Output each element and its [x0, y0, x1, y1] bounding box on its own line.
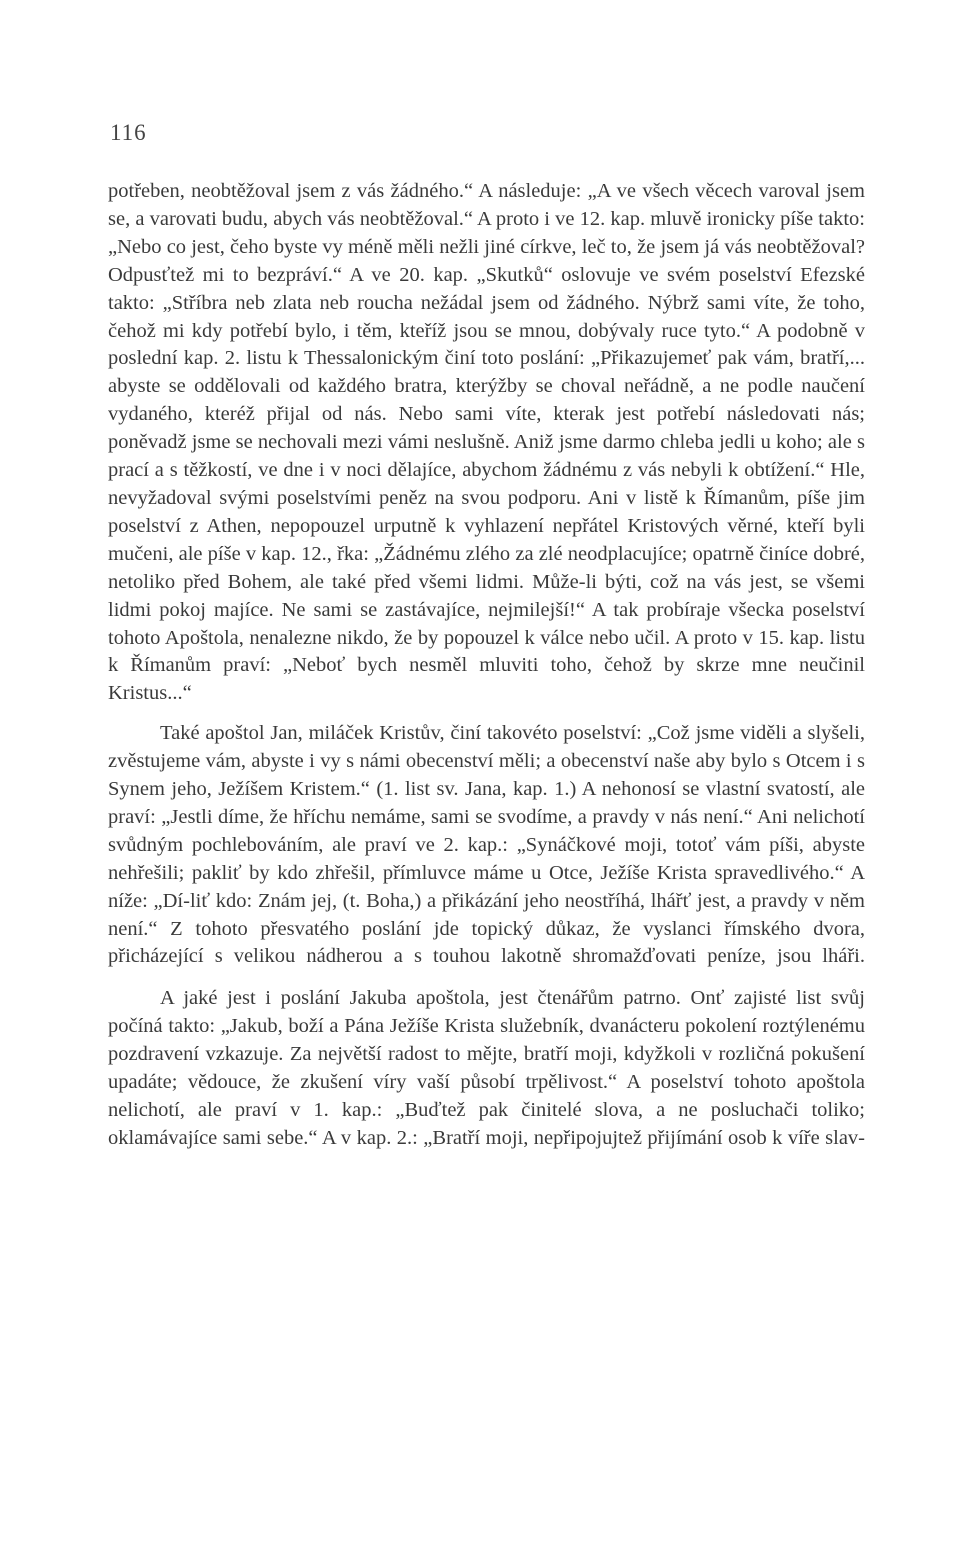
paragraph-continued: potřeben, neobtěžoval jsem z vás žádného.“ A následuje: „A ve všech věcech varoval jsem se, a varovati budu, abych vás neobtěžoval.“ A proto i ve 12. kap. mluvě ironicky píše takto: „Nebo co jest, čeho byste vy méně měli nežli jiné církve, leč to, že jsem já vás neobtěžoval? Odpusťtež mi to bezpráví.“ A ve 20. kap. „Skutků“ oslovuje ve svém poselství Efezské takto: „Stříbra neb zlata neb roucha nežádal jsem od žádného. Nýbrž sami víte, že toho, čehož mi kdy potřebí bylo, i těm, kteříž jsou se mnou, dobývaly ruce tyto.“ A podobně v poslední kap. 2. listu k Thessalonickým činí toto poslání: „Přikazujemeť pak vám, bratří,... abyste se oddělovali od každého bratra, kterýžby se choval neřádně, a ne podle naučení vydaného, kteréž přijal od nás. Nebo sami víte, kterak jest potřebí následovati nás; poněvadž jsme se nechovali mezi vámi neslušně. Aniž jsme darmo chleba jedli u koho; ale s prací a s těžkostí, ve dne i v noci dělajíce, abychom žádnému z vás nebyli k obtížení.“ Hle, nevyžadoval svými poselstvími peněz na svou podporu. Ani v listě k Římanům, píše jim poselství z Athen, nepopouzel urputně k vyhlazení nepřátel Kristových věrné, kteří byli mučeni, ale píše v kap. 12., řka: „Žádnému zlého za zlé neodplacujíce; opatrně činíce dobré, netoliko před Bohem, ale také před všemi lidmi. Může-li býti, což na vás jest, se všemi lidmi pokoj majíce. Ne sami se zastávajíce, nejmilejší!“ A tak probíraje všecka poselství tohoto Apoštola, nenalezne nikdo, že by popouzel k válce nebo učil. A proto v 15. kap. listu k Římanům praví: „Neboť bych nesměl mluviti toho, čehož by skrze mne neučinil Kristus...“: [108, 180, 865, 705]
paragraph-apostle-john: Také apoštol Jan, miláček Kristův, činí takovéto poselství: „Což jsme viděli a slyšeli, zvěstujeme vám, abyste i vy s námi obecenství měli; a obecenství naše aby bylo s Otcem i s Synem jeho, Ježíšem Kristem.“ (1. list sv. Jana, kap. 1.) A nehonosí se vlastní svatostí, ale praví: „Jestli díme, že hříchu nemáme, sami se svodíme, a pravdy v nás není.“ Ani nelichotí svůdným pochlebováním, ale praví ve 2. kap.: „Synáčkové moji, totoť vám píši, abyste nehřešili; pakliť by kdo zhřešil, přímluvce máme u Otce, Ježíše Krista spravedlivého.“ A níže: „Dí-liť kdo: Znám jej, (t. Boha,) a přikázání jeho neostříhá, lhářť jest, a pravdy v něm není.“ Z tohoto přesvatého poslání jde topický důkaz, že vyslanci římského dvora, přicházející s velikou nádherou a s touhou lakotně shromažďovati peníze, jsou lháři.: [108, 722, 865, 968]
body-text: [108, 178, 865, 1153]
page-number: 116: [110, 120, 147, 145]
paragraph-apostle-james: A jaké jest i poslání Jakuba apoštola, jest čtenářům patrno. Onť zajisté list svůj počíná takto: „Jakub, boží a Pána Ježíše Krista služebník, dvanácteru pokolení roztýlenému pozdravení vzkazuje. Za největší radost to mějte, bratří moji, kdyžkoli v rozličná pokušení upadáte; vědouce, že zkušení víry vaší působí trpělivost.“ A poselství tohoto apoštola nelichotí, ale praví v 1. kap.: „Buďtež pak činitelé slova, a ne posluchači toliko; oklamávajíce sami sebe.“ A v kap. 2.: „Bratří moji, nepřipojujtež přijímání osob k víře slav-: [108, 987, 865, 1149]
